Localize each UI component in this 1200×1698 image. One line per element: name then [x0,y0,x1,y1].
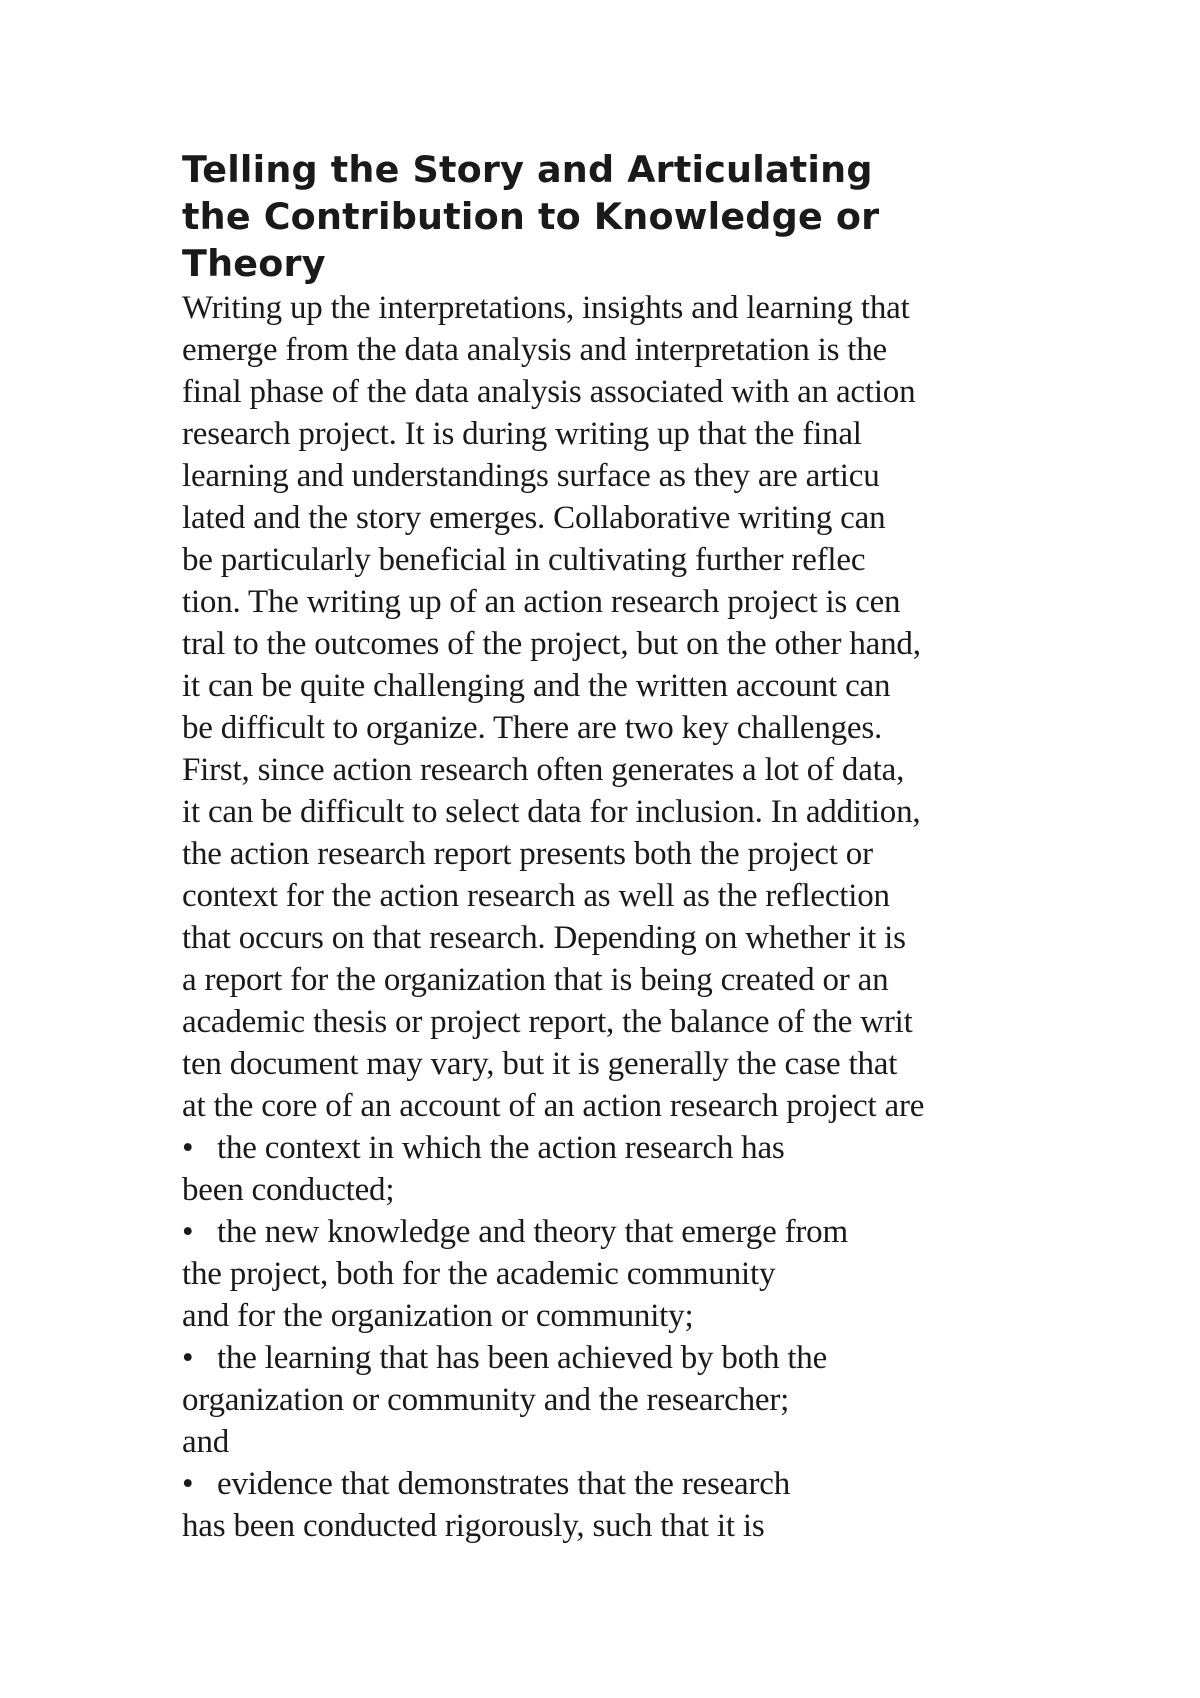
body-line: context for the action research as well as the reflection [182,878,890,914]
bullet-continuation: organization or community and the researcher; [182,1382,790,1418]
body-line: be particularly beneficial in cultivating further reflec [182,542,866,578]
body-line: the action research report presents both the project or [182,836,873,872]
bullet-marker: • [182,1466,194,1502]
section-heading [182,146,1062,287]
heading-line: Theory [182,242,326,285]
bullet-item [182,1463,1062,1505]
heading-line: Telling the Story and Articulating [182,148,873,191]
body-line: academic thesis or project report, the balance of the writ [182,1004,913,1040]
body-line: tral to the outcomes of the project, but on the other hand, [182,626,921,662]
bullet-text: the new knowledge and theory that emerge from [217,1214,848,1250]
bullet-item [182,1127,1062,1169]
body-text [182,287,1062,1547]
bullet-text: the learning that has been achieved by both the [217,1340,828,1376]
bullet-marker: • [182,1340,194,1376]
bullet-continuation: has been conducted rigorously, such that it is [182,1508,765,1544]
bullet-marker: • [182,1214,194,1250]
body-line: First, since action research often generates a lot of data, [182,752,905,788]
body-line: it can be quite challenging and the written account can [182,668,891,704]
body-line: lated and the story emerges. Collaborative writing can [182,500,886,536]
bullet-continuation: and [182,1424,230,1460]
body-line: final phase of the data analysis associated with an action [182,374,916,410]
body-line: that occurs on that research. Depending on whether it is [182,920,906,956]
body-line: a report for the organization that is being created or an [182,962,889,998]
bullet-item [182,1211,1062,1253]
body-line: at the core of an account of an action research project are [182,1088,925,1124]
body-line: be difficult to organize. There are two key challenges. [182,710,883,746]
body-line: it can be difficult to select data for inclusion. In addition, [182,794,921,830]
body-line: learning and understandings surface as they are articu [182,458,880,494]
bullet-text: the context in which the action research has [217,1130,785,1166]
bullet-continuation: the project, both for the academic community [182,1256,776,1292]
body-line: tion. The writing up of an action research project is cen [182,584,901,620]
bullet-item [182,1337,1062,1379]
bullet-text: evidence that demonstrates that the research [217,1466,791,1502]
page-content [182,146,1062,1547]
heading-line: the Contribution to Knowledge or [182,195,880,238]
body-line: emerge from the data analysis and interpretation is the [182,332,887,368]
body-line: ten document may vary, but it is generally the case that [182,1046,898,1082]
bullet-marker: • [182,1130,194,1166]
bullet-continuation: and for the organization or community; [182,1298,694,1334]
body-line: Writing up the interpretations, insights and learning that [182,290,910,326]
body-line: research project. It is during writing up that the final [182,416,862,452]
bullet-continuation: been conducted; [182,1172,395,1208]
